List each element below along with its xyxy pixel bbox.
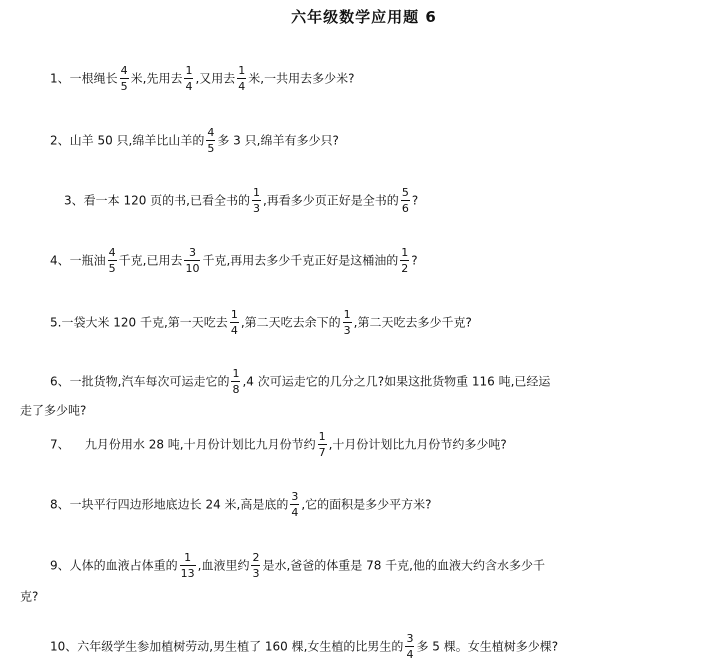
q10-text-b: 多 5 棵。女生植树多少棵? xyxy=(416,639,559,654)
denominator: 8 xyxy=(232,383,240,396)
q10-fraction xyxy=(405,632,414,661)
q4-fraction-3 xyxy=(400,246,409,275)
q7-text-a: 7、 九月份用水 28 吨,十月份计划比九月份节约 xyxy=(50,437,316,452)
q9-text-a: 9、人体的血液占体重的 xyxy=(50,558,178,573)
q1-text-a: 1、一根绳长 xyxy=(50,71,118,86)
q4-text-d: ? xyxy=(411,253,418,268)
q4-text-b: 千克,已用去 xyxy=(118,253,183,268)
numerator: 1 xyxy=(185,64,193,77)
denominator: 5 xyxy=(120,80,128,93)
numerator: 1 xyxy=(252,186,260,199)
denominator: 4 xyxy=(185,80,193,93)
question-10 xyxy=(50,632,558,661)
q9-fraction-1 xyxy=(180,551,196,580)
numerator: 4 xyxy=(207,126,215,139)
question-4 xyxy=(50,246,418,275)
q5-text-a: 5.一袋大米 120 千克,第一天吃去 xyxy=(50,315,228,330)
denominator: 4 xyxy=(406,648,414,661)
q4-fraction-1 xyxy=(108,246,117,275)
question-1 xyxy=(50,64,354,93)
question-3 xyxy=(64,186,418,215)
q8-text-b: ,它的面积是多少平方米? xyxy=(301,497,432,512)
q4-text-a: 4、一瓶油 xyxy=(50,253,106,268)
q8-text-a: 8、一块平行四边形地底边长 24 米,高是底的 xyxy=(50,497,289,512)
q6-text-a: 6、一批货物,汽车每次可运走它的 xyxy=(50,374,230,389)
q4-fraction-2 xyxy=(184,246,200,275)
denominator: 4 xyxy=(230,324,238,337)
denominator: 2 xyxy=(401,262,409,275)
q2-text-b: 多 3 只,绵羊有多少只? xyxy=(217,133,339,148)
q2-fraction xyxy=(206,126,215,155)
q9-text-line2: 克? xyxy=(20,589,39,604)
q7-text-b: ,十月份计划比九月份节约多少吨? xyxy=(328,437,507,452)
numerator: 3 xyxy=(406,632,414,645)
numerator: 3 xyxy=(291,490,299,503)
numerator: 1 xyxy=(401,246,409,259)
q5-text-b: ,第二天吃去余下的 xyxy=(240,315,341,330)
denominator: 13 xyxy=(180,567,195,580)
denominator: 10 xyxy=(185,262,200,275)
numerator: 5 xyxy=(401,186,409,199)
question-8 xyxy=(50,490,432,519)
question-6-line-2 xyxy=(20,401,86,420)
page-title: 六年级数学应用题 6 xyxy=(291,8,437,26)
denominator: 5 xyxy=(108,262,116,275)
q9-text-b: ,血液里约 xyxy=(197,558,250,573)
numerator: 1 xyxy=(230,308,238,321)
q1-text-c: ,又用去 xyxy=(195,71,236,86)
q1-fraction-1 xyxy=(120,64,129,93)
numerator: 1 xyxy=(232,367,240,380)
denominator: 7 xyxy=(318,446,326,459)
denominator: 4 xyxy=(291,506,299,519)
q3-text-b: ,再看多少页正好是全书的 xyxy=(262,193,399,208)
q3-text-c: ? xyxy=(411,193,419,208)
question-7 xyxy=(50,430,507,459)
question-9-line-2 xyxy=(20,587,38,606)
q9-text-c: 是水,爸爸的体重是 78 千克,他的血液大约含水多少千 xyxy=(262,558,545,573)
numerator: 1 xyxy=(184,551,192,564)
q2-text-a: 2、山羊 50 只,绵羊比山羊的 xyxy=(50,133,205,148)
question-9 xyxy=(50,551,545,580)
q3-text-a: 3、看一本 120 页的书,已看全书的 xyxy=(64,193,250,208)
q3-fraction-2 xyxy=(401,186,410,215)
q1-text-b: 米,先用去 xyxy=(130,71,183,86)
q1-fraction-2 xyxy=(184,64,193,93)
numerator: 1 xyxy=(238,64,246,77)
q6-text-line2: 走了多少吨? xyxy=(20,403,87,418)
question-6 xyxy=(50,367,550,396)
denominator: 4 xyxy=(238,80,246,93)
q5-fraction-2 xyxy=(343,308,352,337)
numerator: 4 xyxy=(120,64,128,77)
q8-fraction xyxy=(290,490,299,519)
q1-fraction-3 xyxy=(237,64,246,93)
question-5 xyxy=(50,308,472,337)
numerator: 4 xyxy=(108,246,116,259)
q7-fraction xyxy=(318,430,327,459)
numerator: 2 xyxy=(252,551,260,564)
q4-text-c: 千克,再用去多少千克正好是这桶油的 xyxy=(202,253,399,268)
numerator: 3 xyxy=(188,246,196,259)
denominator: 3 xyxy=(343,324,351,337)
q1-text-d: 米,一共用去多少米? xyxy=(248,71,355,86)
numerator: 1 xyxy=(343,308,351,321)
q9-fraction-2 xyxy=(251,551,260,580)
q5-fraction-1 xyxy=(230,308,239,337)
denominator: 3 xyxy=(252,567,260,580)
q3-fraction-1 xyxy=(252,186,261,215)
q6-fraction xyxy=(231,367,240,396)
q6-text-b: ,4 次可运走它的几分之几?如果这批货物重 116 吨,已经运 xyxy=(242,374,551,389)
q5-text-c: ,第二天吃去多少千克? xyxy=(353,315,472,330)
denominator: 6 xyxy=(401,202,409,215)
numerator: 1 xyxy=(318,430,326,443)
question-2 xyxy=(50,126,339,155)
denominator: 5 xyxy=(207,142,215,155)
q10-text-a: 10、六年级学生参加植树劳动,男生植了 160 棵,女生植的比男生的 xyxy=(50,639,404,654)
denominator: 3 xyxy=(252,202,260,215)
